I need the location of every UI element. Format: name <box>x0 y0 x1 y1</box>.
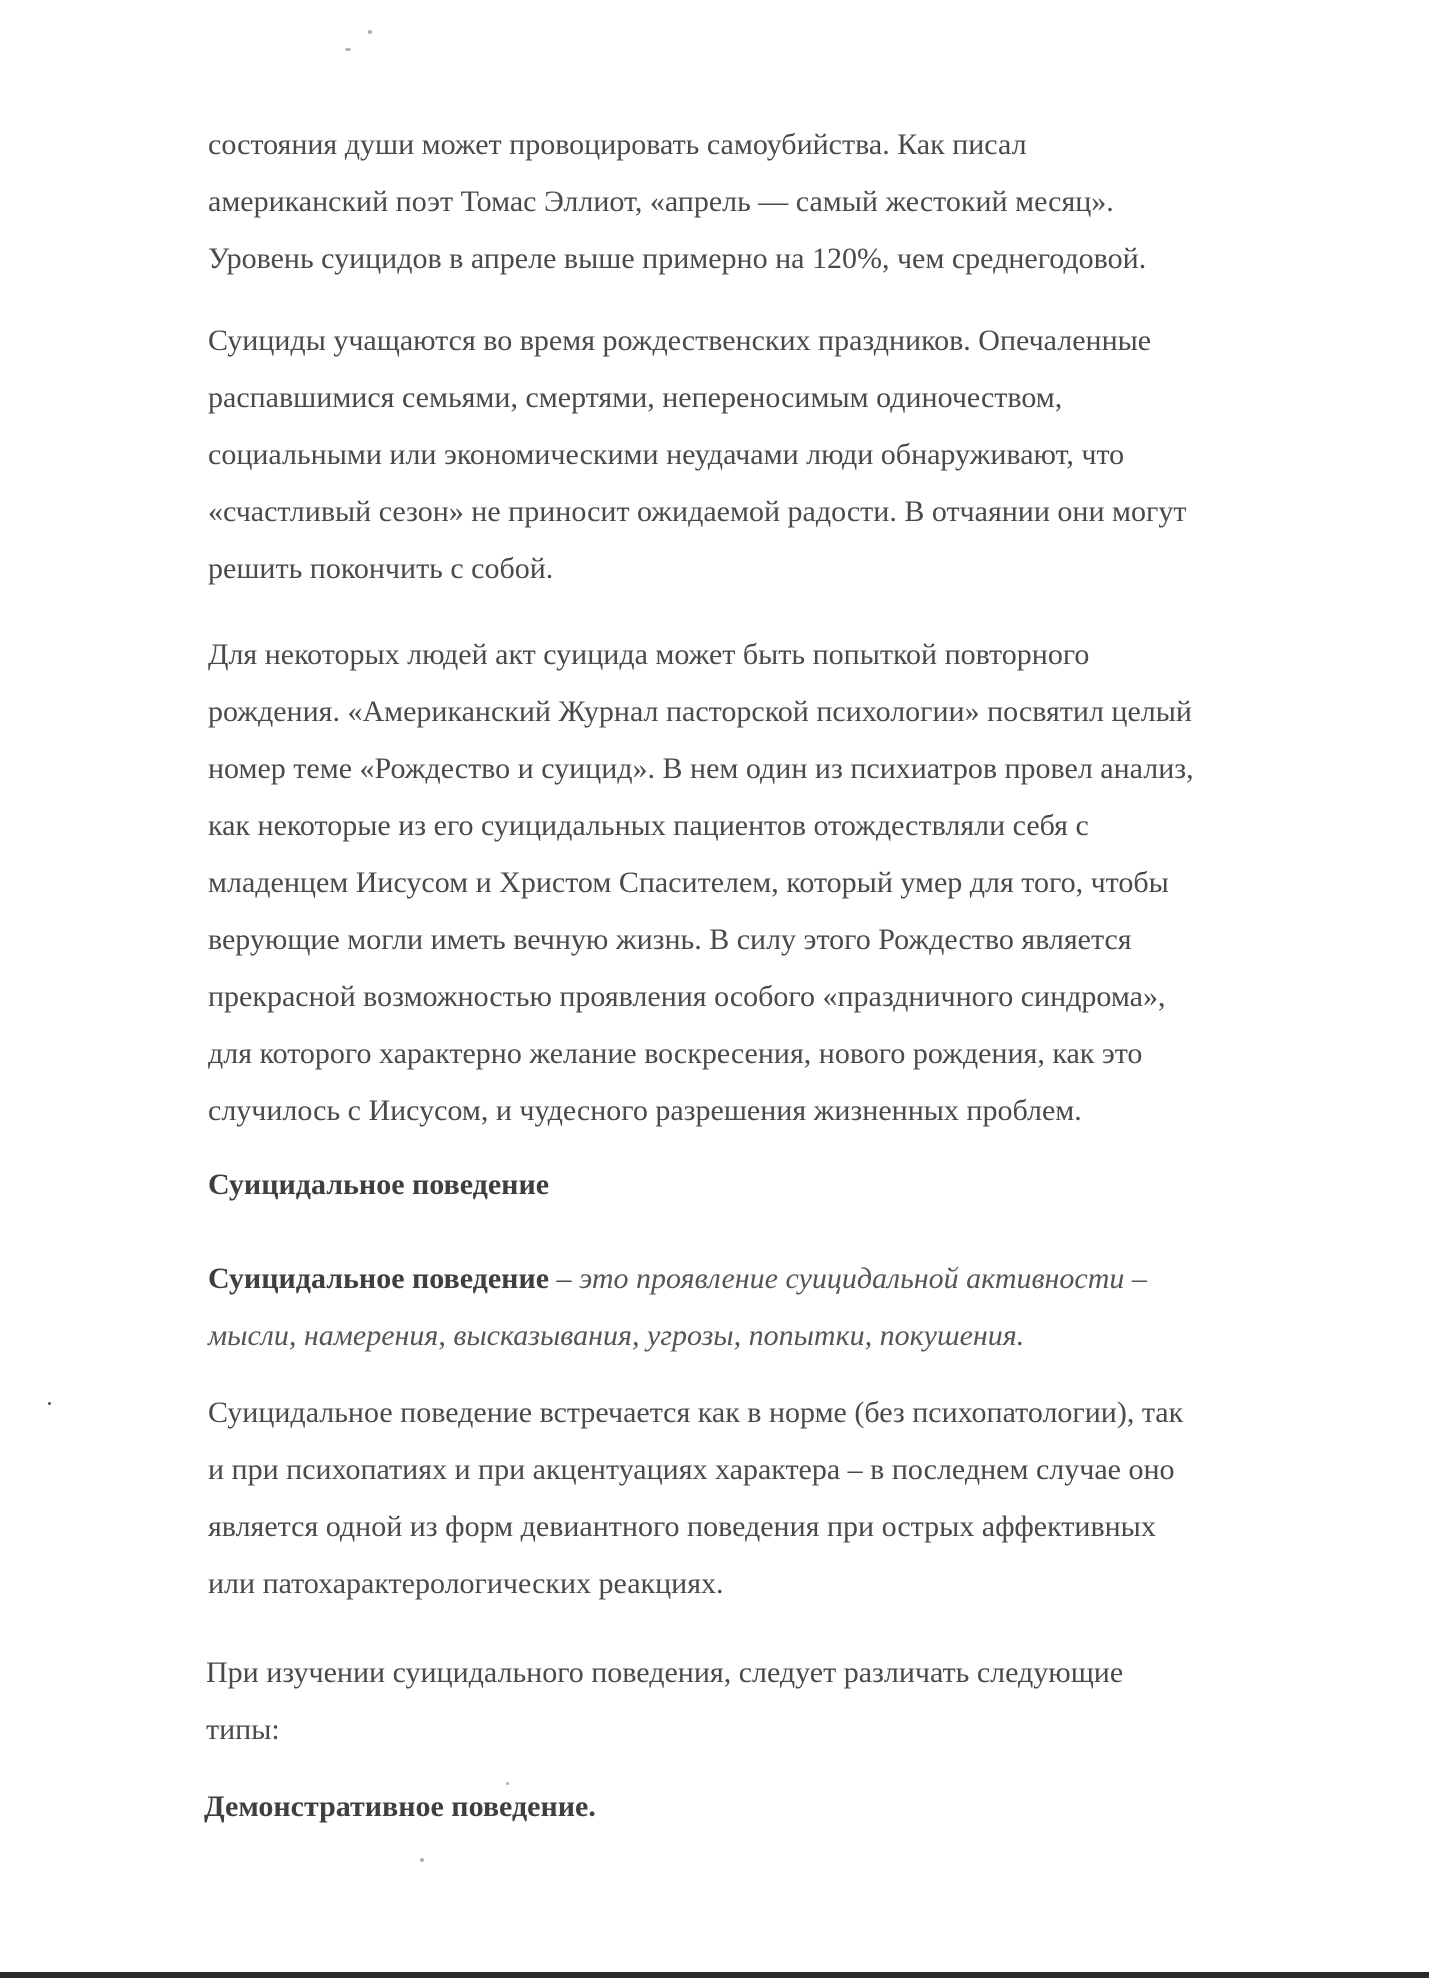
text-line: Суицидальное поведение встречается как в норме (без психопатологии), так <box>208 1396 1184 1429</box>
text-line: является одной из форм девиантного поведения при острых аффективных <box>208 1510 1156 1543</box>
text-line: американский поэт Томас Эллиот, «апрель — самый жестокий месяц». <box>208 185 1114 218</box>
scan-speck <box>368 30 372 34</box>
paragraph-1 <box>208 116 1288 287</box>
definition-term: Суицидальное поведение <box>208 1262 550 1295</box>
section-heading: Суицидальное поведение <box>208 1168 550 1201</box>
definition-paragraph <box>208 1250 1288 1364</box>
paragraph-3 <box>208 626 1288 1139</box>
text-line: случилось с Иисусом, и чудесного разрешения жизненных проблем. <box>208 1094 1082 1127</box>
text-line: состояния души может провоцировать самоубийства. Как писал <box>208 128 1027 161</box>
definition-dash: – <box>549 1262 580 1295</box>
paragraph-5 <box>206 1644 1286 1758</box>
text-line: типы: <box>206 1713 280 1746</box>
text-line: и при психопатиях и при акцентуациях характера – в последнем случае оно <box>208 1453 1175 1486</box>
paragraph-2 <box>208 312 1288 597</box>
scan-speck <box>420 1858 424 1862</box>
text-line: номер теме «Рождество и суицид». В нем один из психиатров провел анализ, <box>208 752 1194 785</box>
scan-edge <box>0 1972 1429 1978</box>
definition-line-1 <box>208 1250 1288 1307</box>
text-line: распавшимися семьями, смертями, непереносимым одиночеством, <box>208 381 1063 414</box>
text-line: При изучении суицидального поведения, следует различать следующие <box>206 1656 1124 1689</box>
text-line: верующие могли иметь вечную жизнь. В силу этого Рождество является <box>208 923 1132 956</box>
text-line: Уровень суицидов в апреле выше примерно на 120%, чем среднегодовой. <box>208 242 1147 275</box>
text-line: решить покончить с собой. <box>208 552 554 585</box>
paragraph-4 <box>208 1384 1288 1612</box>
subsection-heading: Демонстративное поведение. <box>204 1790 596 1823</box>
scan-speck <box>48 1402 51 1405</box>
text-line: или патохарактерологических реакциях. <box>208 1567 724 1600</box>
text-line: как некоторые из его суицидальных пациентов отождествляли себя с <box>208 809 1089 842</box>
text-line: социальными или экономическими неудачами люди обнаруживают, что <box>208 438 1125 471</box>
text-line: для которого характерно желание воскресения, нового рождения, как это <box>208 1037 1143 1070</box>
text-line: Суициды учащаются во время рождественских праздников. Опечаленные <box>208 324 1152 357</box>
definition-text: это проявление суицидальной активности – <box>579 1262 1147 1295</box>
text-line: «счастливый сезон» не приносит ожидаемой радости. В отчаянии они могут <box>208 495 1187 528</box>
scan-speck <box>345 48 351 51</box>
text-line: Для некоторых людей акт суицида может быть попыткой повторного <box>208 638 1090 671</box>
text-line: рождения. «Американский Журнал пасторской психологии» посвятил целый <box>208 695 1192 728</box>
definition-line-2: мысли, намерения, высказывания, угрозы, попытки, покушения. <box>208 1319 1025 1352</box>
text-line: младенцем Иисусом и Христом Спасителем, который умер для того, чтобы <box>208 866 1169 899</box>
text-line: прекрасной возможностью проявления особого «праздничного синдрома», <box>208 980 1166 1013</box>
scan-speck <box>506 1782 509 1785</box>
